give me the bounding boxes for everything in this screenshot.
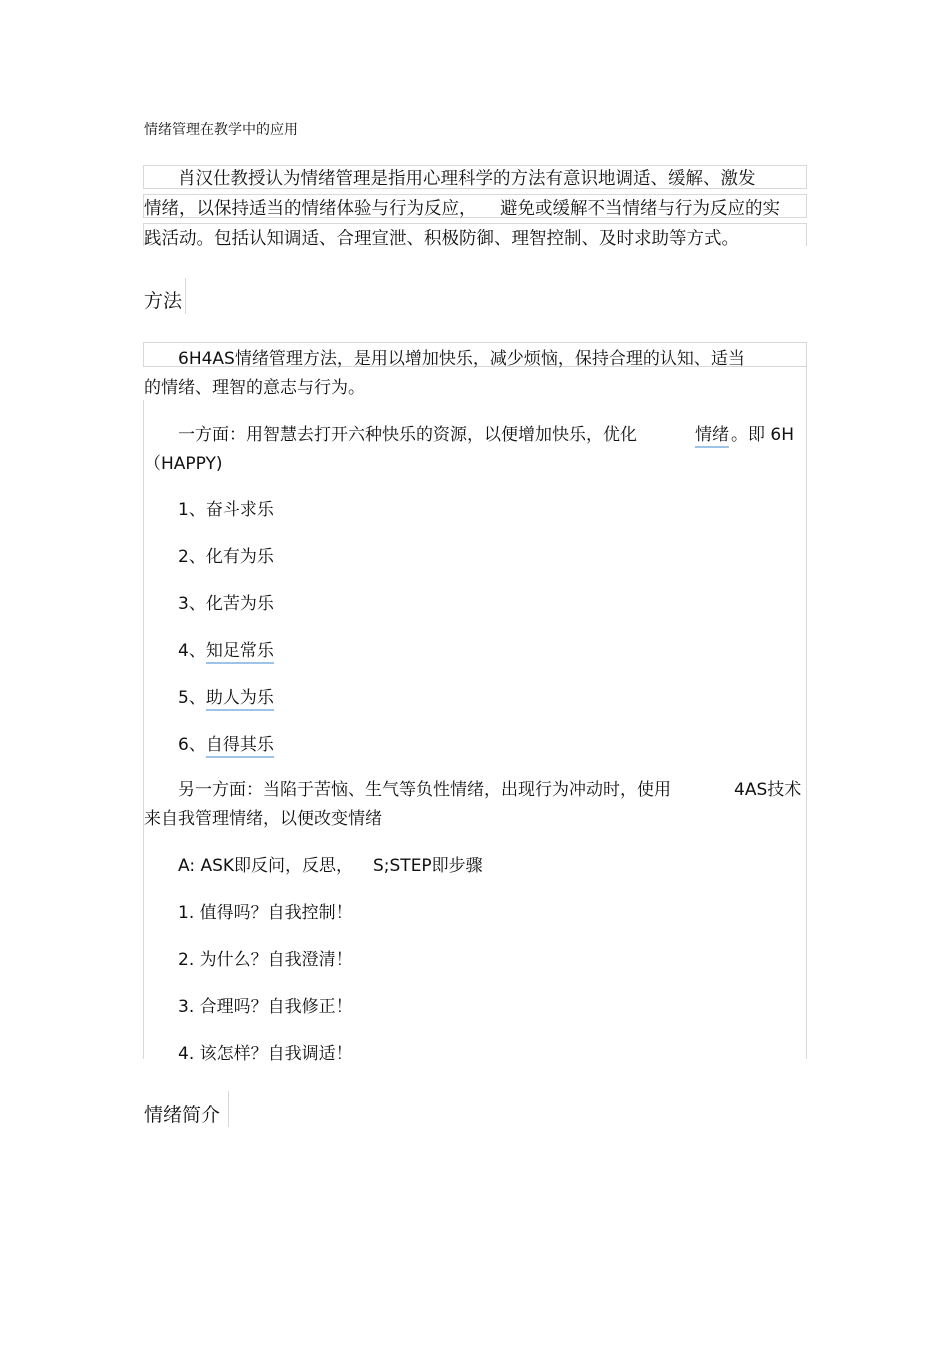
- section-heading-methods: 方法: [144, 290, 183, 312]
- happy-item-link[interactable]: 自得其乐: [206, 735, 274, 758]
- frame-left-border: [143, 400, 144, 1059]
- step-3: 3. 合理吗？自我修正！: [178, 997, 353, 1017]
- intro-line-2b: 避免或缓解不当情绪与行为反应的实: [500, 199, 780, 219]
- method-line-1: 6H4AS情绪管理方法，是用以增加快乐，减少烦恼，保持合理的认知、适当: [178, 349, 745, 369]
- happy-intro-line-1b: 。即 6H: [731, 425, 795, 445]
- step-1: 1. 值得吗？自我控制！: [178, 903, 353, 923]
- fouras-line-1b: 4AS技术: [734, 780, 802, 800]
- happy-item-num: 5、: [178, 688, 206, 708]
- intro-line-3: 践活动。包括认知调适、合理宣泄、积极防御、理智控制、及时求助等方式。: [144, 229, 739, 249]
- happy-intro-line-2: （HAPPY): [144, 454, 223, 474]
- ask-line-b: S;STEP即步骤: [373, 856, 483, 876]
- fouras-line-1a: 另一方面：当陷于苦恼、生气等负性情绪，出现行为冲动时，使用: [178, 780, 671, 800]
- happy-item-num: 6、: [178, 735, 206, 755]
- emotion-link[interactable]: 情绪: [695, 420, 729, 448]
- happy-item-1: [178, 495, 274, 520]
- happy-item-num: 3、: [178, 594, 206, 614]
- step-2: 2. 为什么？自我澄清！: [178, 950, 353, 970]
- happy-item-6: [178, 730, 274, 755]
- happy-item-text: 奋斗求乐: [205, 500, 274, 520]
- happy-item-5: [178, 683, 274, 708]
- happy-item-3: [178, 589, 274, 614]
- step-4: 4. 该怎样？自我调适！: [178, 1044, 353, 1064]
- happy-item-text: 化苦为乐: [205, 594, 274, 614]
- method-line-2: 的情绪、理智的意志与行为。: [144, 378, 365, 398]
- intro-line-1: 肖汉仕教授认为情绪管理是指用心理科学的方法有意识地调适、缓解、激发: [178, 169, 756, 189]
- happy-item-text: 化有为乐: [205, 547, 274, 567]
- intro-line-2a: 情绪，以保持适当的情绪体验与行为反应，: [144, 199, 477, 219]
- happy-intro-line-1: 一方面：用智慧去打开六种快乐的资源，以便增加快乐，优化: [178, 425, 637, 445]
- happy-item-link[interactable]: 助人为乐: [206, 688, 274, 711]
- happy-item-link[interactable]: 知足常乐: [206, 641, 274, 664]
- document-title: 情绪管理在教学中的应用: [144, 122, 298, 138]
- happy-item-4: [178, 636, 274, 661]
- section-heading-emotion-intro: 情绪简介: [144, 1104, 221, 1126]
- fouras-line-2: 来自我管理情绪，以便改变情绪: [144, 809, 382, 829]
- frame-right-border: [806, 342, 807, 1059]
- happy-item-num: 2、: [178, 547, 206, 567]
- happy-item-num: 1、: [178, 500, 206, 520]
- happy-item-num: 4、: [178, 641, 206, 661]
- ask-line-a: A: ASK即反问，反思，: [178, 856, 354, 876]
- happy-item-2: [178, 542, 274, 567]
